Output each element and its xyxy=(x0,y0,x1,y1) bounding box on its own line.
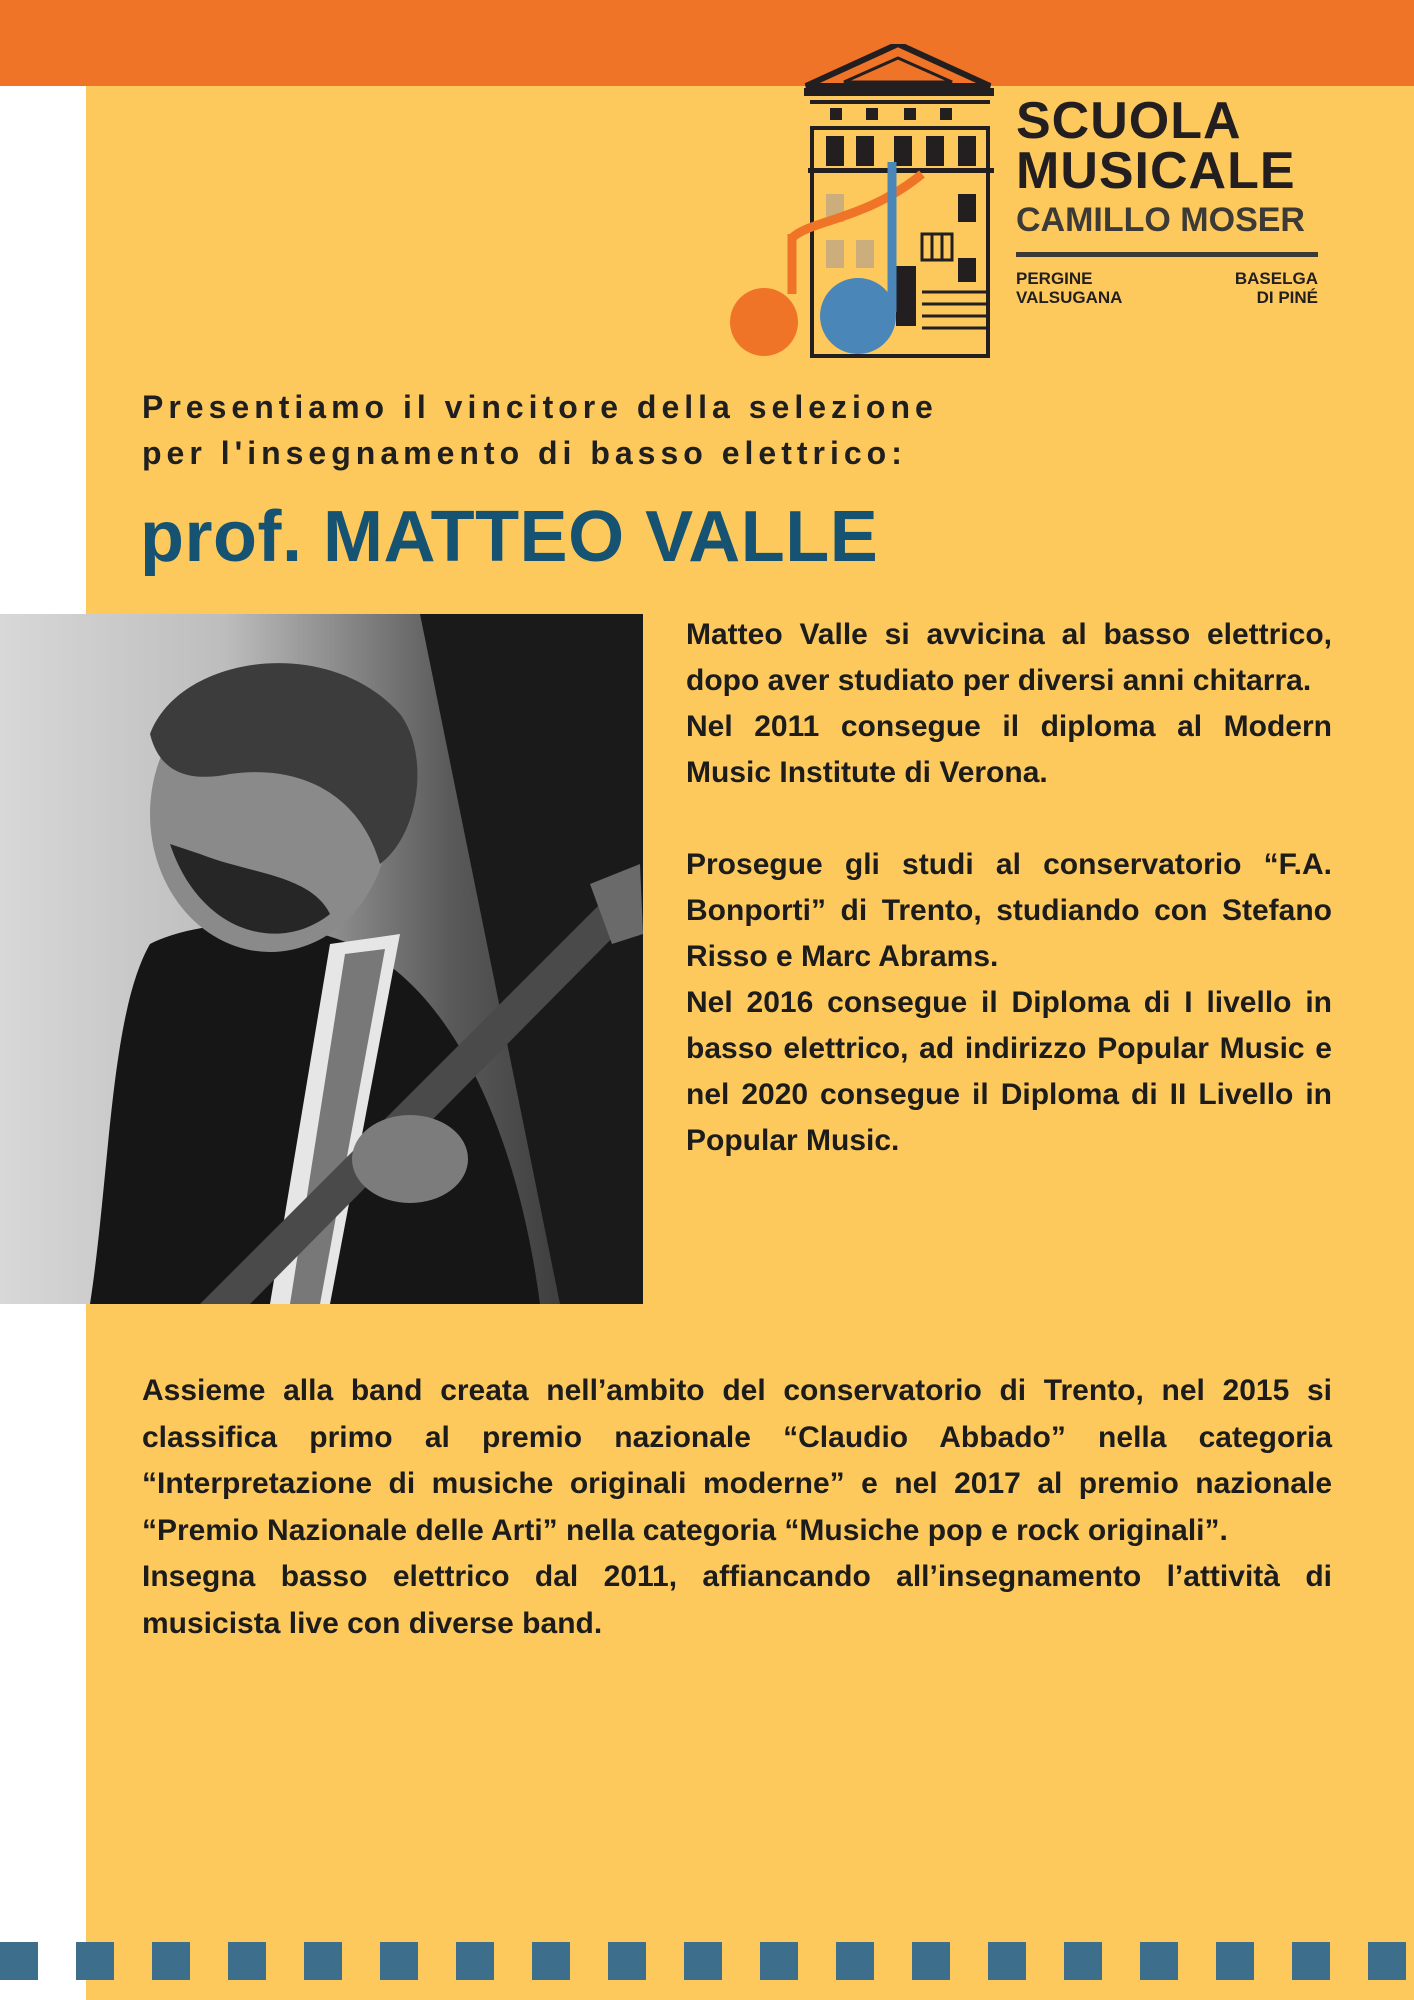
intro-line2: per l'insegnamento di basso elettrico: xyxy=(142,435,907,471)
achievements-text xyxy=(142,1368,1332,1647)
bio-paragraph-3: Prosegue gli studi al conservatorio “F.A. Bonporti” di Trento, studiando con Stefano Risso e Marc Abrams. xyxy=(686,848,1332,973)
decorative-square xyxy=(1216,1942,1254,1980)
bio-text xyxy=(686,612,1332,1164)
achievements-paragraph-1: Assieme alla band creata nell’ambito del conservatorio di Trento, nel 2015 si classifica primo al premio nazionale “Claudio Abbado” nella categoria “Interpretazione di musiche originali moderne” e nel 2017 al premio nazionale “Premio Nazionale delle Arti” nella categoria “Musiche pop e rock originali”. xyxy=(142,1374,1332,1547)
decorative-square xyxy=(456,1942,494,1980)
intro-line1: Presentiamo il vincitore della selezione xyxy=(142,389,938,425)
school-building-icon xyxy=(726,44,1016,364)
decorative-square xyxy=(1292,1942,1330,1980)
logo-title-line2: MUSICALE xyxy=(1016,142,1296,200)
decorative-square xyxy=(76,1942,114,1980)
intro-heading xyxy=(142,384,1182,476)
decorative-square xyxy=(912,1942,950,1980)
decorative-square xyxy=(228,1942,266,1980)
logo-locations xyxy=(1016,269,1318,307)
decorative-square xyxy=(1140,1942,1178,1980)
bio-paragraph-4: Nel 2016 consegue il Diploma di I livello in basso elettrico, ad indirizzo Popular Music e nel 2020 consegue il Diploma di II Livello in Popular Music. xyxy=(686,986,1332,1157)
decorative-square xyxy=(608,1942,646,1980)
decorative-square xyxy=(532,1942,570,1980)
logo-divider xyxy=(1016,252,1318,257)
musician-photo xyxy=(0,614,643,1304)
bio-paragraph-2: Nel 2011 consegue il diploma al Modern Music Institute di Verona. xyxy=(686,710,1332,789)
decorative-square xyxy=(0,1942,38,1980)
location-right xyxy=(1235,269,1318,307)
paragraph-gap xyxy=(686,796,1332,842)
decorative-square xyxy=(1064,1942,1102,1980)
decorative-square xyxy=(760,1942,798,1980)
logo-subtitle: CAMILLO MOSER xyxy=(1016,201,1305,239)
location-left xyxy=(1016,269,1122,307)
location-right-line1: BASELGA xyxy=(1234,269,1318,288)
location-right-line2: DI PINÉ xyxy=(1256,288,1318,307)
location-left-line2: VALSUGANA xyxy=(1016,288,1123,307)
bio-paragraph-1: Matteo Valle si avvicina al basso elettrico, dopo aver studiato per diversi anni chitarra. xyxy=(686,618,1332,697)
achievements-paragraph-2: Insegna basso elettrico dal 2011, affiancando all’insegnamento l’attività di musicista live con diverse band. xyxy=(142,1560,1332,1640)
decorative-square xyxy=(380,1942,418,1980)
decorative-square xyxy=(836,1942,874,1980)
decorative-square-row xyxy=(0,1942,1414,1980)
decorative-square xyxy=(988,1942,1026,1980)
teacher-name: prof. MATTEO VALLE xyxy=(140,497,879,577)
school-logo xyxy=(726,44,1326,364)
location-left-line1: PERGINE xyxy=(1016,269,1093,288)
logo-title-line1: SCUOLA xyxy=(1016,92,1242,150)
decorative-square xyxy=(304,1942,342,1980)
decorative-square xyxy=(1368,1942,1406,1980)
decorative-square xyxy=(152,1942,190,1980)
decorative-square xyxy=(684,1942,722,1980)
